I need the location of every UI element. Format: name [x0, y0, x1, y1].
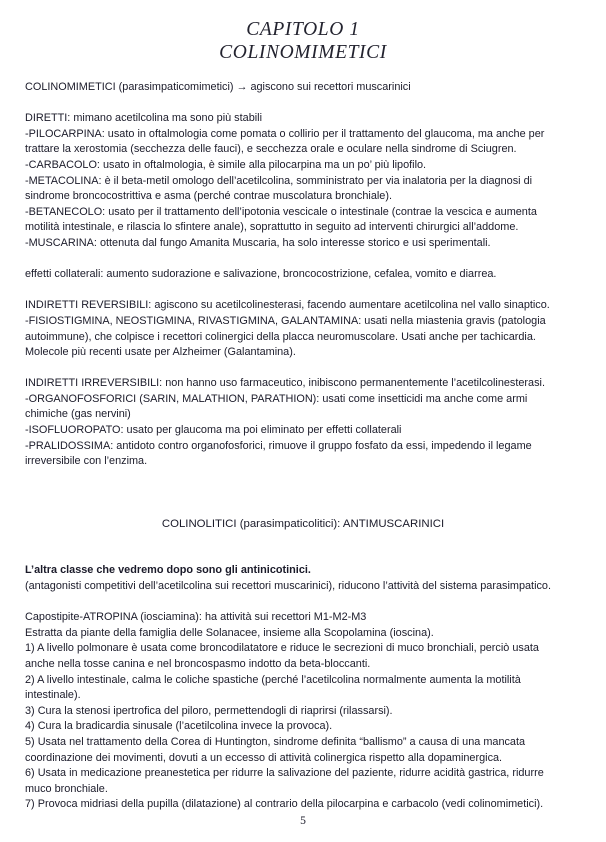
paragraph-atropina-heading: Capostipite-ATROPINA (iosciamina): ha attività sui recettori M1-M2-M3 — [25, 611, 367, 624]
paragraph-atropina-item-7: 7) Provoca midriasi della pupilla (dilatazione) al contrario della pilocarpina e carbacolo (vedi colinomimetici). — [25, 798, 544, 811]
paragraph-metacolina: -METACOLINA: è il beta-metil omologo dell’acetilcolina, somministrato per via inalatoria per la diagnosi di sindrome broncocostrittiva e asma (perché contrae muscolatura bronchiale). — [25, 174, 533, 203]
paragraph-atropina-item-5: 5) Usata nel trattamento della Corea di Huntington, sindrome definita “ballismo” a causa di una mancata coordinazione dei movimenti, dovuti a un eccesso di attività colinergica rispetto alla dopaminergica. — [25, 735, 526, 764]
paragraph-atropina-item-3: 3) Cura la stenosi ipertrofica del piloro, permettendogli di riaprirsi (rilassarsi). — [25, 704, 393, 717]
paragraph-fisiostigmina: -FISIOSTIGMINA, NEOSTIGMINA, RIVASTIGMINA, GALANTAMINA: usati nella miastenia gravis (patologia autoimmune), che colpisce i recettori colinergici della placca neuromuscolare. Usati anche per tachicardia. Molecole più recenti usate per Alzheimer (Galantamina). — [25, 314, 546, 359]
paragraph-atropina-item-2: 2) A livello intestinale, calma le coliche spastiche (perché l’acetilcolina normalmente aumenta la motilità intestinale). — [25, 673, 521, 702]
document-title — [0, 0, 606, 64]
spacer — [25, 283, 581, 299]
paragraph-colinolitici-intro: (antagonisti competitivi dell’acetilcolina sui recettori muscarinici), riducono l’attività del sistema parasimpatico. — [25, 580, 551, 593]
spacer — [25, 96, 581, 112]
spacer — [25, 595, 581, 611]
paragraph-indiretti-irreversibili-heading: INDIRETTI IRREVERSIBILI: non hanno uso farmaceutico, inibiscono permanentemente l’acetilcolinesterasi. — [25, 377, 545, 390]
paragraph-effetti-collaterali: effetti collaterali: aumento sudorazione e salivazione, broncocostrizione, cefalea, vomito e diarrea. — [25, 268, 497, 281]
paragraph-muscarina: -MUSCARINA: ottenuta dal fungo Amanita Muscaria, ha solo interesse storico e usi sperimentali. — [25, 236, 491, 249]
paragraph-indiretti-reversibili-heading: INDIRETTI REVERSIBILI: agiscono su acetilcolinesterasi, facendo aumentare acetilcolina nel vallo sinaptico. — [25, 299, 550, 312]
paragraph-carbacolo: -CARBACOLO: usato in oftalmologia, è simile alla pilocarpina ma un po’ più lipofilo. — [25, 158, 427, 171]
document-title-line-2: COLINOMIMETICI — [219, 42, 387, 63]
paragraph-organofosforici: -ORGANOFOSFORICI (SARIN, MALATHION, PARATHION): usati come insetticidi ma anche come armi chimiche (gas nervini) — [25, 392, 528, 421]
spacer — [25, 532, 581, 563]
paragraph-colinolitici-intro-bold: L’altra classe che vedremo dopo sono gli antinicotinici. — [25, 564, 311, 577]
heading-colinolitici: COLINOLITICI (parasimpaticolitici): ANTIMUSCARINICI — [161, 517, 445, 530]
paragraph-atropina-origine: Estratta da piante della famiglia delle Solanacee, insieme alla Scopolamina (ioscina). — [25, 626, 434, 639]
paragraph-atropina-item-4: 4) Cura la bradicardia sinusale (l’acetilcolina invece la provoca). — [25, 720, 333, 733]
spacer — [25, 470, 581, 517]
paragraph-pilocarpina: -PILOCARPINA: usato in oftalmologia come pomata o collirio per il trattamento del glaucoma, ma anche per trattare la xerostomia (secchezza delle fauci), e secchezza orale e oculare nella sindrome di Sciugren. — [25, 127, 545, 156]
paragraph-pralidossima: -PRALIDOSSIMA: antidoto contro organofosforici, rimuove il gruppo fosfato da essi, impedendo il legame irreversibile con l’enzima. — [25, 439, 532, 468]
paragraph-isofluoropato: -ISOFLUOROPATO: usato per glaucoma ma poi eliminato per effetti collaterali — [25, 424, 402, 437]
paragraph-diretti-heading: DIRETTI: mimano acetilcolina ma sono più stabili — [25, 112, 263, 125]
paragraph-atropina-item-1: 1) A livello polmonare è usata come broncodilatatore e riduce le secrezioni di muco bronchiali, perciò usata anche nella tosse canina e nel broncospasmo indotto da beta-bloccanti. — [25, 642, 539, 670]
document-title-line-1: CAPITOLO 1 — [246, 19, 360, 40]
page-number: 5 — [300, 814, 306, 827]
paragraph-betanecolo: -BETANECOLO: usato per il trattamento dell’ipotonia vescicale o intestinale (contrae la vescica e aumenta motilità intestinale, e rilascia lo sfintere anale), soprattutto in seguito ad interventi chirurgici all’addome. — [25, 205, 537, 234]
paragraph-intro: COLINOMIMETICI (parasimpaticomimetici) → agiscono sui recettori muscarinici — [25, 81, 411, 93]
document-body — [25, 80, 581, 813]
paragraph-atropina-item-6: 6) Usata in medicazione preanestetica per ridurre la salivazione del paziente, ridurre acidità gastrica, ridurre muco bronchiale. — [25, 767, 544, 795]
spacer — [25, 252, 581, 268]
spacer — [25, 361, 581, 377]
